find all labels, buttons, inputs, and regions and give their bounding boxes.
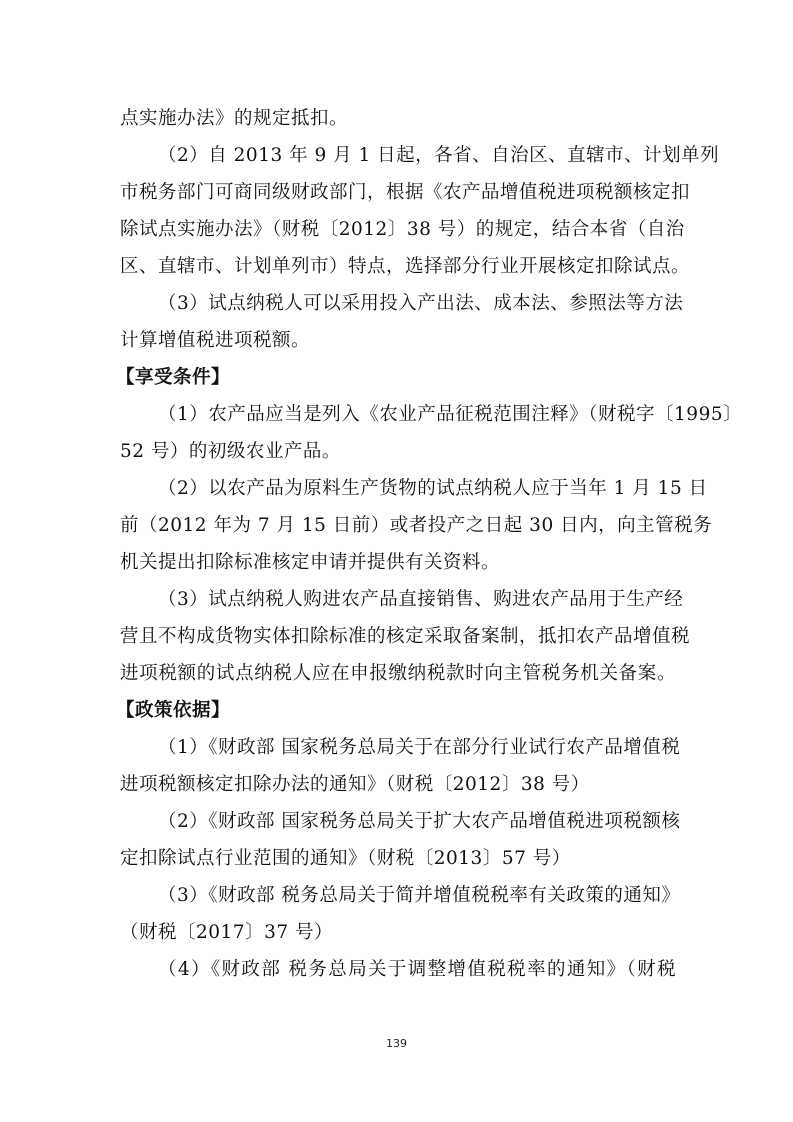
text-line: （2）《财政部 国家税务总局关于扩大农产品增值税进项税额核 xyxy=(158,811,681,832)
text-line: 市税务部门可商同级财政部门，根据《农产品增值税进项税额核定扣 xyxy=(120,182,691,203)
text-line: 区、直辖市、计划单列市）特点，选择部分行业开展核定扣除试点。 xyxy=(120,256,691,277)
text-line: （1）《财政部 国家税务总局关于在部分行业试行农产品增值税 xyxy=(158,737,681,758)
text-line: （3）试点纳税人可以采用投入产出法、成本法、参照法等方法 xyxy=(158,293,684,314)
text-line: 营且不构成货物实体扣除标准的核定采取备案制，抵扣农产品增值税 xyxy=(120,626,691,647)
text-line: 点实施办法》的规定抵扣。 xyxy=(120,108,349,129)
text-line: 前（2012 年为 7 月 15 日前）或者投产之日起 30 日内，向主管税务 xyxy=(120,515,713,536)
text-line: 定扣除试点行业范围的通知》（财税〔2013〕57 号） xyxy=(120,848,571,869)
text-line: （4）《财政部 税务总局关于调整增值税税率的通知》（财税 xyxy=(158,959,676,980)
text-line: 除试点实施办法》（财税〔2012〕38 号）的规定，结合本省（自治 xyxy=(120,219,685,240)
text-line: 机关提出扣除标准核定申请并提供有关资料。 xyxy=(120,552,501,573)
text-line: （3）试点纳税人购进农产品直接销售、购进农产品用于生产经 xyxy=(158,589,684,610)
text-line: （1）农产品应当是列入《农业产品征税范围注释》（财税字〔1995〕 xyxy=(158,404,743,425)
text-line: 52 号）的初级农业产品。 xyxy=(120,441,341,462)
text-line: （财税〔2017〕37 号） xyxy=(120,922,334,943)
text-line: （3）《财政部 税务总局关于简并增值税税率有关政策的通知》 xyxy=(158,885,681,906)
page-number: 139 xyxy=(386,1037,407,1050)
text-line: 进项税额核定扣除办法的通知》（财税〔2012〕38 号） xyxy=(120,774,590,795)
document-body xyxy=(116,100,743,988)
text-line: 进项税额的试点纳税人应在申报缴纳税款时向主管税务机关备案。 xyxy=(120,663,676,684)
text-line: 计算增值税进项税额。 xyxy=(120,330,311,351)
section-heading: 【政策依据】 xyxy=(116,700,231,721)
text-line: （2）以农产品为原料生产货物的试点纳税人应于当年 1 月 15 日 xyxy=(158,478,708,499)
text-line: （2）自 2013 年 9 月 1 日起，各省、自治区、直辖市、计划单列 xyxy=(158,145,720,166)
section-heading: 【享受条件】 xyxy=(116,367,231,388)
